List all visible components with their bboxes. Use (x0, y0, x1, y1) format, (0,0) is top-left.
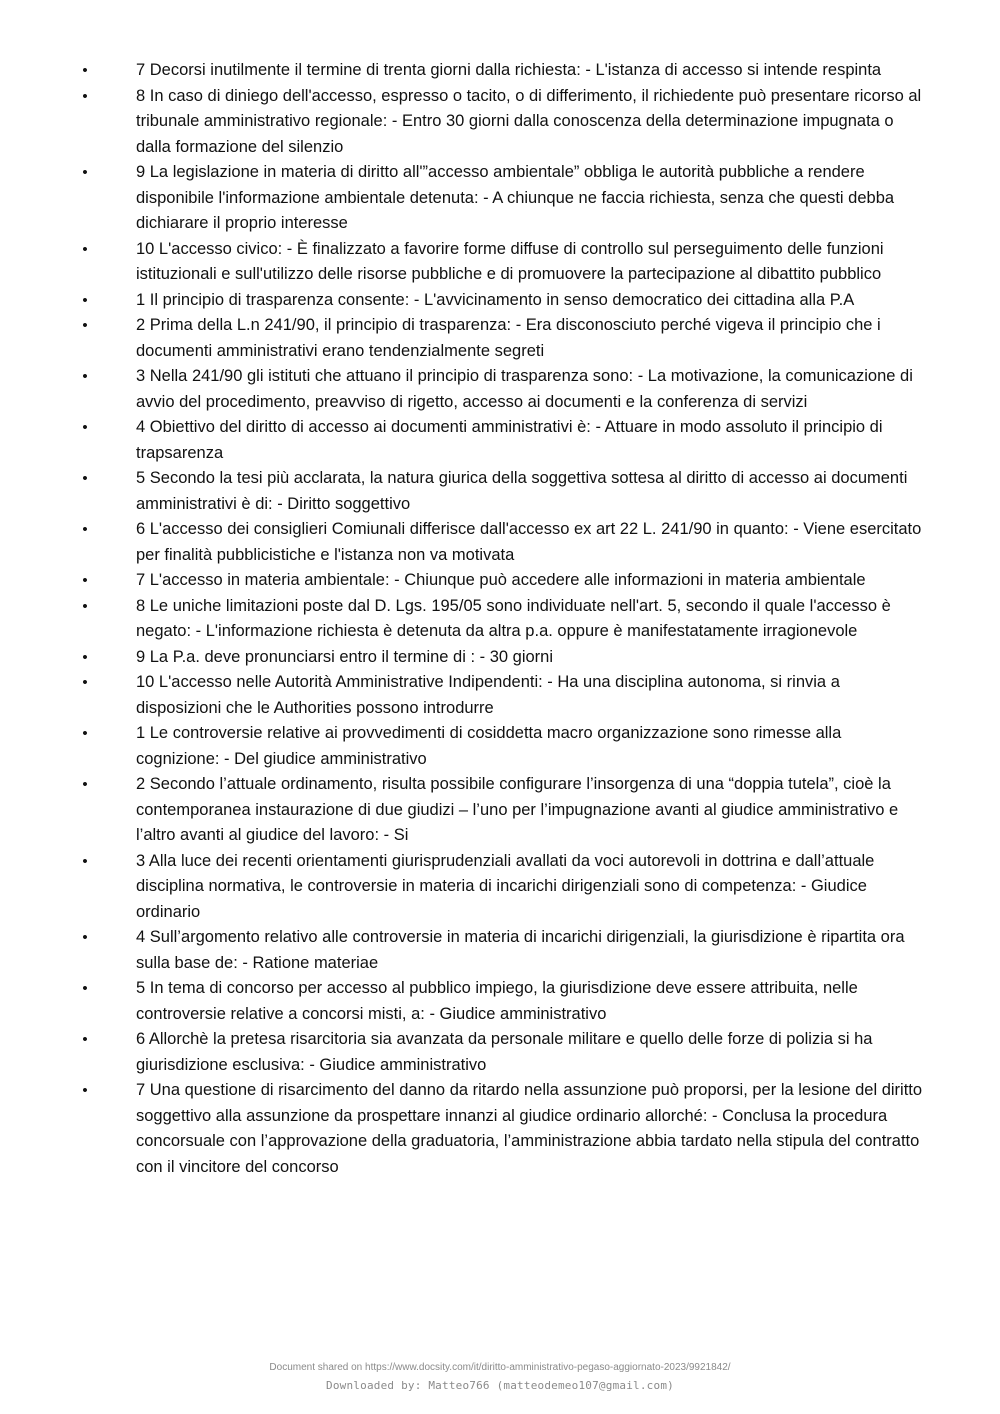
list-item-text: 10 L'accesso civico: - È finalizzato a favorire forme diffuse di controllo sul perseguimento delle funzioni istituzionali e sull'utilizzo delle risorse pubbliche e di promuovere la partecipazione al dibattito pubblico (136, 239, 884, 283)
list-item-text: 4 Obiettivo del diritto di accesso ai documenti amministrativi è: - Attuare in modo assoluto il principio di trapsarenza (136, 418, 883, 462)
list-item-text: 9 La legislazione in materia di diritto all'”accesso ambientale” obbliga le autorità pubbliche a rendere disponibile l'informazione ambientale detenuta: - A chiunque ne faccia richiesta, senza che questi debba dichiarare il proprio interesse (136, 163, 895, 232)
list-item (78, 568, 928, 594)
bullet-icon: • (82, 521, 88, 538)
bullet-icon: • (82, 852, 88, 870)
list-item (78, 1078, 928, 1180)
list-item-text: 7 Una questione di risarcimento del danno da ritardo nella assunzione può proporsi, per la lesione del diritto soggettivo alla assunzione da prospettare innanzi al giudice ordinario allorché: - Conclusa la procedura concorsuale con l’approvazione della graduatoria, l’amministrazione abbia tardato nella stipula del contratto con il vincitore del concorso (136, 1081, 923, 1176)
list-item (78, 976, 928, 1027)
footer-downloaded-by: Downloaded by: Matteo766 (matteodemeo107@gmail.com) (326, 1379, 674, 1392)
list-item-text: 7 L'accesso in materia ambientale: - Chiunque può accedere alle informazioni in materia ambientale (136, 571, 866, 589)
list-item (78, 84, 928, 161)
bullet-icon: • (82, 1082, 88, 1099)
list-item-text: 6 Allorchè la pretesa risarcitoria sia avanzata da personale militare e quello delle forze di polizia si ha giurisdizione esclusiva: - Giudice amministrativo (136, 1030, 873, 1074)
list-item-text: 1 Il principio di trasparenza consente: - L'avvicinamento in senso democratico dei cittadina alla P.A (136, 290, 855, 309)
list-item-text: 7 Decorsi inutilmente il termine di trenta giorni dalla richiesta: - L'istanza di accesso si intende respinta (136, 61, 882, 79)
list-item (78, 1027, 928, 1078)
list-item-text: 10 L'accesso nelle Autorità Amministrative Indipendenti: - Ha una disciplina autonoma, si rinvia a disposizioni che le Authorities possono introdurre (136, 673, 840, 717)
bullet-icon: • (82, 1031, 88, 1048)
list-item-text: 5 In tema di concorso per accesso al pubblico impiego, la giurisdizione deve essere attribuita, nelle controversie relative a concorsi misti, a: - Giudice amministrativo (136, 979, 858, 1023)
bullet-icon: • (82, 240, 88, 258)
list-item-text: 4 Sull’argomento relativo alle controversie in materia di incarichi dirigenziali, la giurisdizione è ripartita ora sulla base de: - Ratione materiae (136, 928, 905, 972)
list-item-text: 6 L'accesso dei consiglieri Comiunali differisce dall'accesso ex art 22 L. 241/90 in quanto: - Viene esercitato per finalità pubblicistiche e l'istanza non va motivata (136, 520, 922, 564)
list-item (78, 288, 928, 314)
list-item (78, 160, 928, 237)
bullet-icon: • (82, 470, 88, 487)
bullet-icon: • (82, 419, 88, 436)
bullet-icon: • (82, 674, 88, 691)
bullet-icon: • (82, 776, 88, 793)
list-item-text: 5 Secondo la tesi più acclarata, la natura giurica della soggettiva sottesa al diritto di accesso ai documenti amministrativi è di: - Diritto soggettivo (136, 469, 908, 513)
bullet-icon: • (82, 62, 88, 79)
list-item-text: 8 In caso di diniego dell'accesso, espresso o tacito, o di differimento, il richiedente può presentare ricorso al tribunale amministrativo regionale: - Entro 30 giorni dalla conoscenza della determinazione impugnata o dalla formazione del silenzio (136, 86, 922, 156)
list-item (78, 58, 928, 84)
list-item-text: 2 Secondo l’attuale ordinamento, risulta possibile configurare l’insorgenza di una “doppia tutela”, cioè la contemporanea instaurazione di due giudizi – l’uno per l’impugnazione avanti al giudice amministrativo e l’altro avanti al giudice del lavoro: - Si (136, 775, 899, 844)
list-item (78, 313, 928, 364)
bullet-icon: • (82, 572, 88, 589)
list-item-text: 2 Prima della L.n 241/90, il principio di trasparenza: - Era disconosciuto perché vigeva il principio che i documenti amministrativi erano tendenzialmente segreti (136, 316, 881, 360)
list-item (78, 415, 928, 466)
list-item-text: 9 La P.a. deve pronunciarsi entro il termine di : - 30 giorni (136, 647, 554, 666)
bullet-icon: • (82, 87, 88, 105)
list-item (78, 364, 928, 415)
list-item (78, 772, 928, 849)
bullet-icon: • (82, 725, 88, 742)
list-item-text: 3 Alla luce dei recenti orientamenti giurisprudenziali avallati da voci autorevoli in dottrina e dall’attuale disciplina normativa, le controversie in materia di incarichi dirigenziali sono di competenza: - Giudice ordinario (136, 851, 875, 921)
list-item (78, 670, 928, 721)
list-item (78, 517, 928, 568)
footer-shared-link[interactable]: Document shared on https://www.docsity.com/it/diritto-amministrativo-pegaso-aggiornato-2023/9921842/ (269, 1362, 731, 1373)
list-item (78, 925, 928, 976)
question-answer-list (78, 58, 928, 1180)
bullet-icon: • (82, 291, 88, 309)
list-item (78, 594, 928, 645)
list-item-text: 1 Le controversie relative ai provvedimenti di cosiddetta macro organizzazione sono rimesse alla cognizione: - Del giudice amministrativo (136, 724, 842, 768)
bullet-icon: • (82, 929, 88, 946)
list-item (78, 721, 928, 772)
bullet-icon: • (82, 597, 88, 615)
bullet-icon: • (82, 980, 88, 997)
bullet-icon: • (82, 317, 88, 334)
list-item (78, 645, 928, 671)
bullet-icon: • (82, 368, 88, 385)
list-item-text: 8 Le uniche limitazioni poste dal D. Lgs. 195/05 sono individuate nell'art. 5, secondo il quale l'accesso è negato: - L'informazione richiesta è detenuta da altra p.a. oppure è manifestatamente irragionevole (136, 596, 891, 640)
list-item-text: 3 Nella 241/90 gli istituti che attuano il principio di trasparenza sono: - La motivazione, la comunicazione di avvio del procedimento, preavviso di rigetto, accesso ai documenti e la conferenza di servizi (136, 367, 913, 411)
list-item (78, 466, 928, 517)
bullet-icon: • (82, 648, 88, 666)
list-item (78, 237, 928, 288)
list-item (78, 849, 928, 926)
bullet-icon: • (82, 164, 88, 181)
